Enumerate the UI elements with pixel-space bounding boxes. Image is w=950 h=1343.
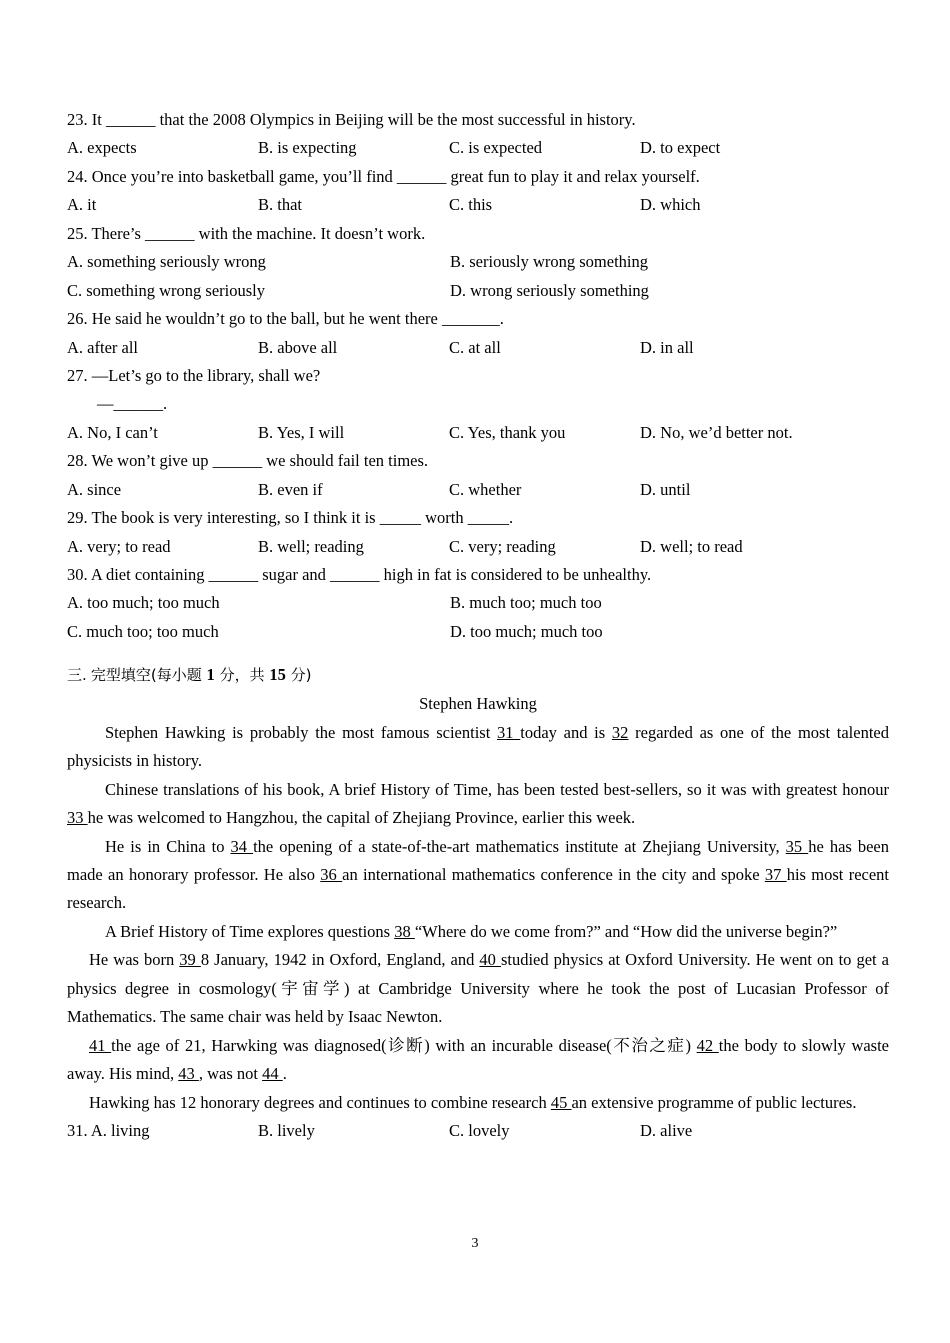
section-score-total: 15 <box>269 665 286 685</box>
option: A. No, I can’t <box>67 422 158 442</box>
option: C. whether <box>449 479 522 499</box>
passage-paragraph-5 <box>67 946 889 1031</box>
text: regarded as one of the most talented physicists in history. <box>67 722 889 771</box>
question-24-options <box>67 191 889 219</box>
option: D. well; to read <box>640 536 743 556</box>
option: A. expects <box>67 138 137 158</box>
section-note: 分，共 <box>214 666 270 685</box>
option: D. too much; much too <box>450 621 603 641</box>
text: his most recent research. <box>67 865 890 913</box>
question-26-options <box>67 334 889 362</box>
text: Chinese translations of his book, A brief History of Time, has been tested best-sellers, so it was with greatest honour <box>105 779 889 799</box>
blank-39: 39 <box>179 950 201 970</box>
option: D. in all <box>640 337 694 357</box>
question-30-options-row1 <box>67 589 889 617</box>
text: the body to slowly waste away. His mind, <box>67 1035 890 1084</box>
question-26-stem: 26. He said he wouldn’t go to the ball, but he went there _______. <box>67 309 504 329</box>
page-number: 3 <box>471 1236 479 1251</box>
text: Hawking has 12 honorary degrees and continues to combine research <box>89 1092 551 1112</box>
option: B. seriously wrong something <box>450 252 648 272</box>
text: He is in China to <box>105 836 231 856</box>
option: A. very; to read <box>67 536 171 556</box>
text: 8 January, 1942 in Oxford, England, and <box>200 950 480 970</box>
blank-33: 33 <box>67 808 88 828</box>
option: A. something seriously wrong <box>67 252 266 272</box>
option: B. is expecting <box>258 138 357 158</box>
passage-title: Stephen Hawking <box>419 694 537 714</box>
question-31-options <box>67 1117 889 1145</box>
text: he has been made an honorary professor. He also <box>67 836 890 885</box>
option: A. since <box>67 479 122 499</box>
blank-34: 34 <box>230 836 254 856</box>
section-note: (每小题 <box>150 666 207 685</box>
section-score-each: 1 <box>206 665 215 685</box>
question-25-options-row2 <box>67 277 889 305</box>
text: the opening of a state-of-the-art mathematics institute at Zhejiang University, <box>253 836 786 856</box>
question-27-options <box>67 419 889 447</box>
text: , was not <box>198 1064 263 1084</box>
exam-page <box>67 106 889 1146</box>
question-28-options <box>67 476 889 504</box>
option: A. too much; too much <box>67 593 220 613</box>
option: C. lovely <box>449 1121 510 1141</box>
question-30-options-row2 <box>67 618 889 646</box>
question-27-stem: 27. —Let’s go to the library, shall we? <box>67 365 321 385</box>
passage-paragraph-7 <box>67 1089 889 1117</box>
text: an extensive programme of public lectures. <box>571 1092 857 1112</box>
question-23-options <box>67 134 889 162</box>
blank-40: 40 <box>479 950 501 970</box>
text: an international mathematics conference in the city and spoke <box>342 865 765 885</box>
blank-44: 44 <box>262 1064 283 1084</box>
option: C. is expected <box>449 138 543 158</box>
question-25-stem: 25. There’s ______ with the machine. It doesn’t work. <box>67 223 426 243</box>
option: B. much too; much too <box>450 593 602 613</box>
question-29-options <box>67 533 889 561</box>
text: the age of 21, Harwking was diagnosed(诊断) with an incurable disease(不治之症) <box>111 1035 697 1055</box>
question-28-stem: 28. We won’t give up ______ we should fail ten times. <box>67 451 429 471</box>
text: . <box>282 1064 287 1084</box>
question-25-options-row1 <box>67 248 889 276</box>
option: C. something wrong seriously <box>67 280 265 300</box>
blank-31: 31 <box>497 722 521 742</box>
passage-paragraph-4 <box>67 918 889 946</box>
text: studied physics at Oxford University. He went on to get a physics degree in cosmology(宇宙学) at Cambridge University where he took the post of Lucasian Professor of Mathematics. The same chair was held by Isaac Newton. <box>67 950 889 1027</box>
text: he was welcomed to Hangzhou, the capital of Zhejiang Province, earlier this week. <box>87 808 636 828</box>
section-title: 完型填空 <box>90 666 151 685</box>
option: B. Yes, I will <box>258 422 345 442</box>
option: C. much too; too much <box>67 621 219 641</box>
passage-paragraph-3 <box>67 833 889 918</box>
question-30-stem: 30. A diet containing ______ sugar and ______ high in fat is considered to be unhealthy. <box>67 565 652 584</box>
blank-38: 38 <box>394 921 415 941</box>
blank-36: 36 <box>320 865 343 885</box>
passage-paragraph-6 <box>67 1032 889 1089</box>
option: B. above all <box>258 337 338 357</box>
option: B. well; reading <box>258 536 364 556</box>
blank-45: 45 <box>550 1092 572 1112</box>
option: D. wrong seriously something <box>450 280 649 300</box>
option: D. No, we’d better not. <box>640 422 793 442</box>
option: B. even if <box>258 479 323 499</box>
option: B. lively <box>258 1121 315 1141</box>
option: D. until <box>640 479 691 499</box>
text: today and is <box>520 722 612 742</box>
passage-paragraph-2 <box>67 776 889 833</box>
option: C. at all <box>449 337 501 357</box>
text: “Where do we come from?” and “How did the universe begin?” <box>414 921 838 941</box>
blank-42: 42 <box>696 1035 719 1055</box>
section-heading <box>67 660 889 690</box>
blank-32: 32 <box>611 722 629 742</box>
question-24-stem: 24. Once you’re into basketball game, you’ll find ______ great fun to play it and relax yourself. <box>67 166 700 186</box>
option: 31. A. living <box>67 1121 150 1141</box>
option: C. this <box>449 195 493 215</box>
text: A Brief History of Time explores questions <box>105 921 395 941</box>
blank-43: 43 <box>178 1064 199 1084</box>
option: C. Yes, thank you <box>449 422 566 442</box>
text: He was born <box>89 950 180 970</box>
question-29-stem: 29. The book is very interesting, so I think it is _____ worth _____. <box>67 508 514 528</box>
option: A. it <box>67 195 97 215</box>
option: C. very; reading <box>449 536 556 556</box>
question-23-stem: 23. It ______ that the 2008 Olympics in Beijing will be the most successful in history. <box>67 110 636 129</box>
option: A. after all <box>67 337 139 357</box>
section-note: 分) <box>285 666 312 685</box>
blank-35: 35 <box>785 836 809 856</box>
text: Stephen Hawking is probably the most famous scientist <box>105 722 498 742</box>
option: D. to expect <box>640 138 721 158</box>
option: D. which <box>640 195 701 215</box>
passage-paragraph-1 <box>67 719 889 776</box>
section-number: 三. <box>67 666 87 685</box>
question-27-response: —______. <box>97 394 168 414</box>
blank-37: 37 <box>764 865 787 885</box>
option: B. that <box>258 195 302 215</box>
option: D. alive <box>640 1121 693 1141</box>
blank-41: 41 <box>89 1035 112 1055</box>
